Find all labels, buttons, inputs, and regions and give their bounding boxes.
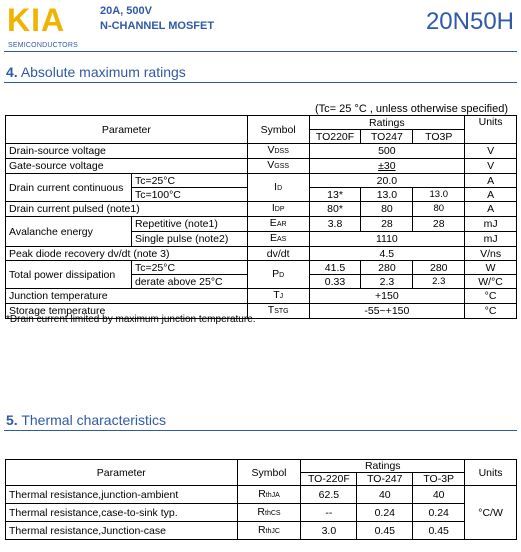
param-cell: Storage temperature	[6, 304, 248, 319]
condition-cell: Single pulse (note2)	[131, 232, 247, 247]
param-cell: Drain current pulsed (note1)	[6, 202, 248, 217]
symbol-cell: TSTG	[247, 304, 309, 319]
symbol-cell: TJ	[247, 289, 309, 304]
header-units: Units	[465, 116, 517, 144]
header-package: TO220F	[309, 130, 361, 144]
value-cell: 0.24	[413, 504, 465, 522]
header-units: Units	[465, 460, 517, 486]
condition-cell: derate above 25°C	[131, 275, 247, 289]
table-row	[6, 144, 517, 159]
param-cell: Thermal resistance,case-to-sink typ.	[6, 504, 238, 522]
kia-logo: KIA	[7, 2, 66, 38]
value-cell: 40	[357, 486, 413, 504]
table-row	[6, 504, 517, 522]
symbol-cell: RthJA	[237, 486, 301, 504]
param-cell: Thermal resistance,Junction-case	[6, 522, 238, 540]
header-package: TO-3P	[413, 473, 465, 486]
value-cell: 280	[361, 261, 413, 275]
table-row	[6, 174, 517, 188]
value-cell: 3.0	[301, 522, 357, 540]
param-cell: Total power dissipation	[6, 261, 132, 289]
value-cell: 62.5	[301, 486, 357, 504]
part-number: 20N50H	[425, 8, 514, 35]
symbol-cell: EAS	[247, 232, 309, 247]
value-cell: 500	[309, 144, 465, 159]
value-cell: 28	[413, 217, 465, 232]
header-device-type: N-CHANNEL MOSFET	[100, 20, 215, 32]
value-cell: 80*	[309, 202, 361, 217]
value-cell: 41.5	[309, 261, 361, 275]
param-cell: Junction temperature	[6, 289, 248, 304]
table-row	[6, 261, 517, 275]
condition-cell: Repetitive (note1)	[131, 217, 247, 232]
header-package: TO3P	[413, 130, 465, 144]
value-cell: 80	[413, 202, 465, 217]
header-ratings: Ratings	[309, 116, 465, 130]
param-cell: Avalanche energy	[6, 217, 132, 247]
unit-cell: °C	[465, 289, 517, 304]
unit-cell: V	[465, 159, 517, 174]
value-cell: 4.5	[309, 247, 465, 261]
symbol-cell: RthCS	[237, 504, 301, 522]
header-parameter: Parameter	[6, 460, 238, 486]
param-cell: Drain current continuous	[6, 174, 132, 202]
value-cell: 13.0	[361, 188, 413, 202]
value-cell: 2.3	[413, 275, 465, 289]
unit-cell: °C	[465, 304, 517, 319]
value-cell: 28	[361, 217, 413, 232]
table-row	[6, 289, 517, 304]
condition-cell: Tc=100°C	[131, 188, 247, 202]
value-cell: 13.0	[413, 188, 465, 202]
condition-cell: Tc=25°C	[131, 174, 247, 188]
value-cell: 0.45	[413, 522, 465, 540]
section-4-rule	[4, 82, 517, 83]
symbol-cell: IDP	[247, 202, 309, 217]
param-cell: Gate-source voltage	[6, 159, 248, 174]
symbol-cell: dv/dt	[247, 247, 309, 261]
symbol-cell: ID	[247, 174, 309, 202]
value-cell: 0.33	[309, 275, 361, 289]
unit-cell: A	[465, 188, 517, 202]
footnote: *Drain current limited by maximum junction temperature.	[6, 314, 256, 325]
header-rating: 20A, 500V	[100, 5, 152, 17]
unit-cell: °C/W	[465, 486, 517, 540]
header-package: TO-220F	[301, 473, 357, 486]
header-symbol: Symbol	[247, 116, 309, 144]
condition-cell: Tc=25°C	[131, 261, 247, 275]
unit-cell: V/ns	[465, 247, 517, 261]
header-package: TO-247	[357, 473, 413, 486]
param-cell: Thermal resistance,junction-ambient	[6, 486, 238, 504]
unit-cell: A	[465, 202, 517, 217]
table-row	[6, 159, 517, 174]
header-rule	[4, 51, 517, 52]
value-cell: 20.0	[309, 174, 465, 188]
param-cell: Peak diode recovery dv/dt (note 3)	[6, 247, 248, 261]
symbol-cell: RthJC	[237, 522, 301, 540]
header-symbol: Symbol	[237, 460, 301, 486]
condition-note: (Tc= 25 °C , unless otherwise specified)	[314, 103, 508, 115]
value-cell: 1110	[309, 232, 465, 247]
unit-cell: W	[465, 261, 517, 275]
section-4-number: 4.	[6, 64, 18, 80]
symbol-cell: VGSS	[247, 159, 309, 174]
table-header-row	[6, 460, 517, 473]
section-5-number: 5.	[6, 412, 18, 428]
absolute-max-ratings-table	[5, 115, 517, 319]
value-cell: ±30	[309, 159, 465, 174]
value-cell: -55~+150	[309, 304, 465, 319]
value-cell: 40	[413, 486, 465, 504]
table-header-row	[6, 116, 517, 130]
section-5-title: Thermal characteristics	[21, 412, 167, 428]
table-row	[6, 486, 517, 504]
unit-cell: A	[465, 174, 517, 188]
value-cell: 80	[361, 202, 413, 217]
value-cell: 13*	[309, 188, 361, 202]
table-row	[6, 217, 517, 232]
table-row	[6, 522, 517, 540]
header-package: TO247	[361, 130, 413, 144]
symbol-cell: EAR	[247, 217, 309, 232]
unit-cell: W/°C	[465, 275, 517, 289]
value-cell: 0.24	[357, 504, 413, 522]
symbol-cell: VDSS	[247, 144, 309, 159]
unit-cell: V	[465, 144, 517, 159]
symbol-cell: PD	[247, 261, 309, 289]
value-cell: --	[301, 504, 357, 522]
logo-subtitle: SEMICONDUCTORS	[8, 42, 78, 49]
table-row	[6, 247, 517, 261]
table-row	[6, 202, 517, 217]
unit-cell: mJ	[465, 217, 517, 232]
section-4-heading	[6, 64, 186, 80]
unit-cell: mJ	[465, 232, 517, 247]
header-ratings: Ratings	[301, 460, 465, 473]
thermal-characteristics-table	[5, 459, 517, 540]
section-5-heading	[6, 412, 166, 428]
value-cell: +150	[309, 289, 465, 304]
section-4-title: Absolute maximum ratings	[20, 64, 186, 80]
section-5-rule	[4, 430, 517, 431]
value-cell: 3.8	[309, 217, 361, 232]
header-parameter: Parameter	[6, 116, 248, 144]
value-cell: 2.3	[361, 275, 413, 289]
value-cell: 280	[413, 261, 465, 275]
value-cell: 0.45	[357, 522, 413, 540]
param-cell: Drain-source voltage	[6, 144, 248, 159]
